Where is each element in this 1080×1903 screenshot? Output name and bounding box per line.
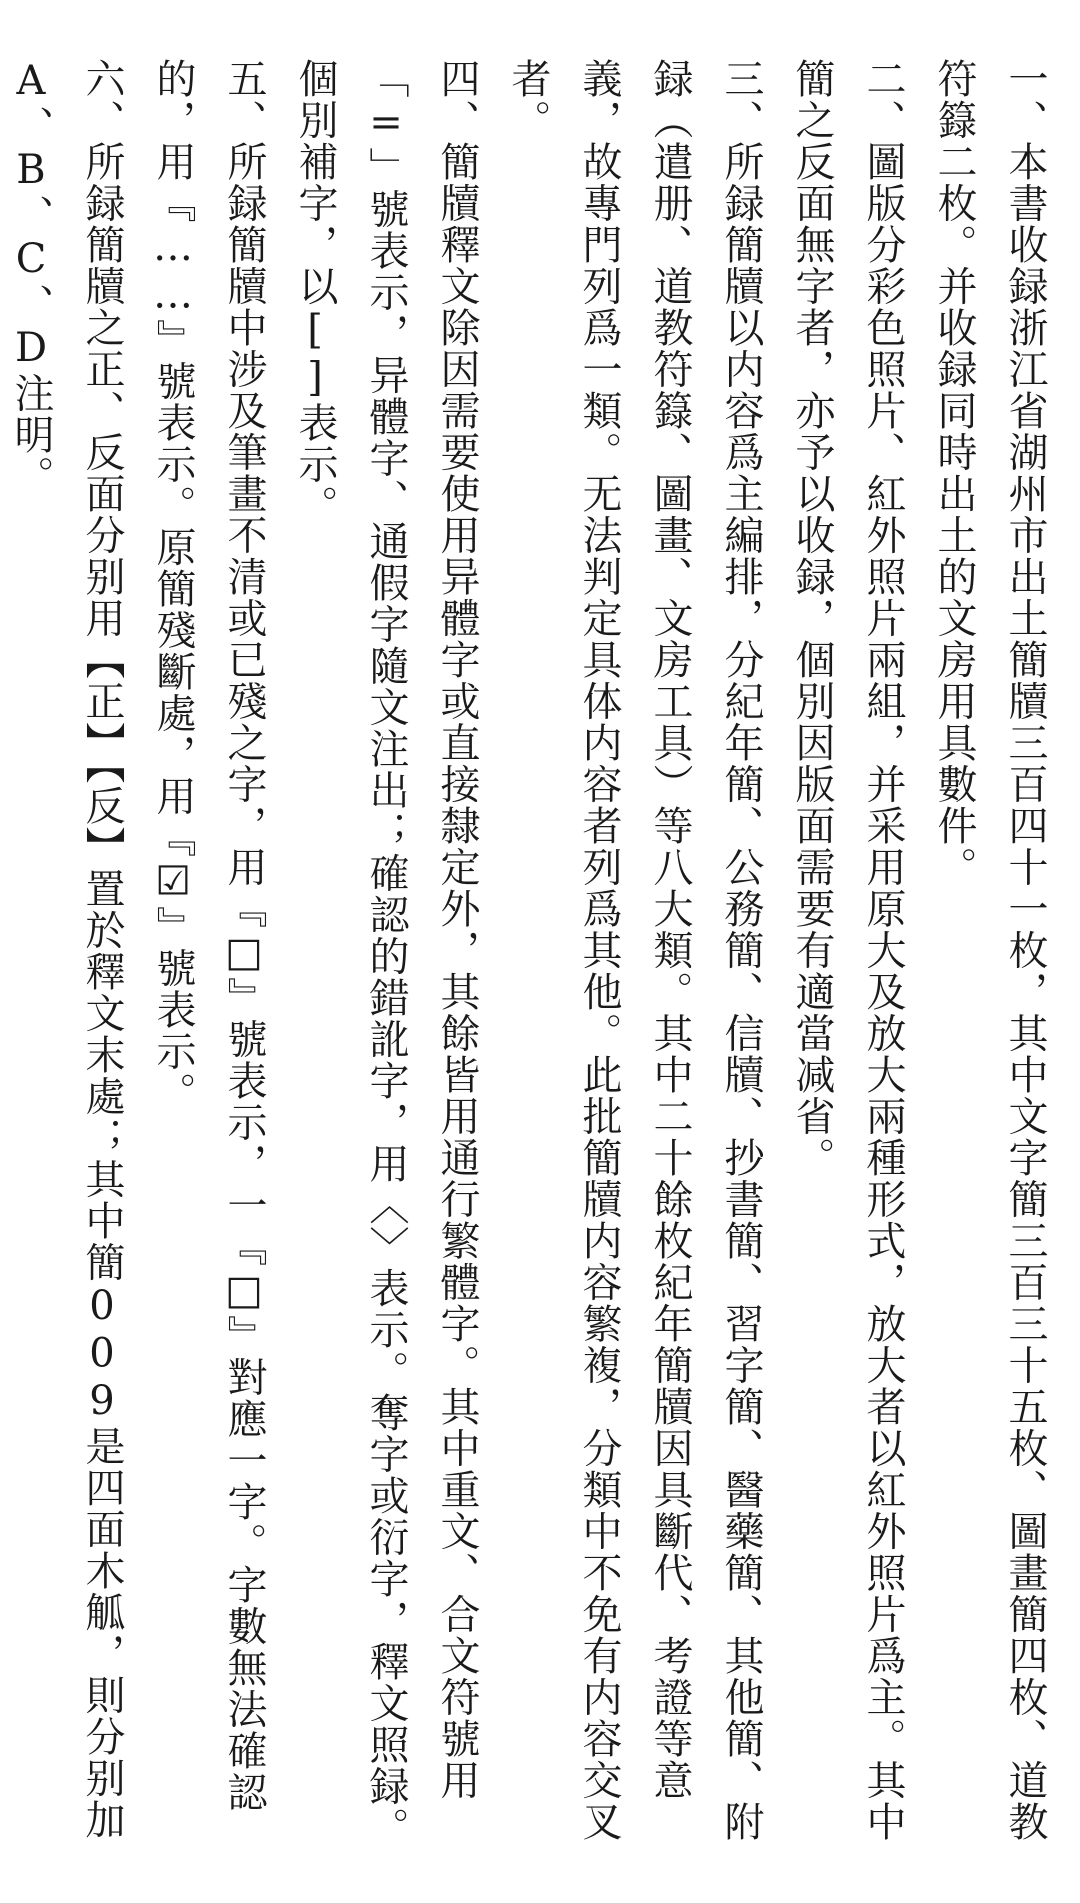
note-paragraph-6: 六、所録簡牘之正、反面分别用【正】【反】置於釋文末處；其中簡009是四面木觚，則分别加A、B、C、D注明。 — [8, 58, 125, 1841]
note-paragraph-4: 四、簡牘釋文除因需要使用异體字或直接隸定外，其餘皆用通行繁體字。其中重文、合文符號用「=」號表示，异體字、通假字隨文注出；確認的錯訛字，用〈〉表示。奪字或衍字，釋文照録。個別補字，以[]表示。 — [292, 58, 480, 1849]
note-paragraph-5: 五、所録簡牘中涉及筆畫不清或已殘之字，用『□』號表示，一『□』對應一字。字數無法確認的，用『……』號表示。原簡殘斷處，用『☑』號表示。 — [150, 58, 267, 1813]
note-paragraph-1: 一、本書收録浙江省湖州市出土簡牘三百四十一枚，其中文字簡三百三十五枚、圖畫簡四枚、道教符籙二枚。并收録同時出土的文房用具數件。 — [931, 58, 1048, 1843]
editorial-notes — [8, 58, 1060, 1878]
note-paragraph-3: 三、所録簡牘以内容爲主編排，分紀年簡、公務簡、信牘、抄書簡、習字簡、醫藥簡、其他簡、附録（遣册、道教符籙、圖畫、文房工具）等八大類。其中二十餘枚紀年簡牘因具斷代、考證等意義，故專門列爲一類。无法判定具体内容者列爲其他。此批簡牘内容繁複，分類中不免有内容交叉者。 — [505, 58, 764, 1843]
note-paragraph-2: 二、圖版分彩色照片、紅外照片兩組，并采用原大及放大兩種形式，放大者以紅外照片爲主。其中簡之反面無字者，亦予以收録，個別因版面需要有適當减省。 — [789, 58, 906, 1843]
